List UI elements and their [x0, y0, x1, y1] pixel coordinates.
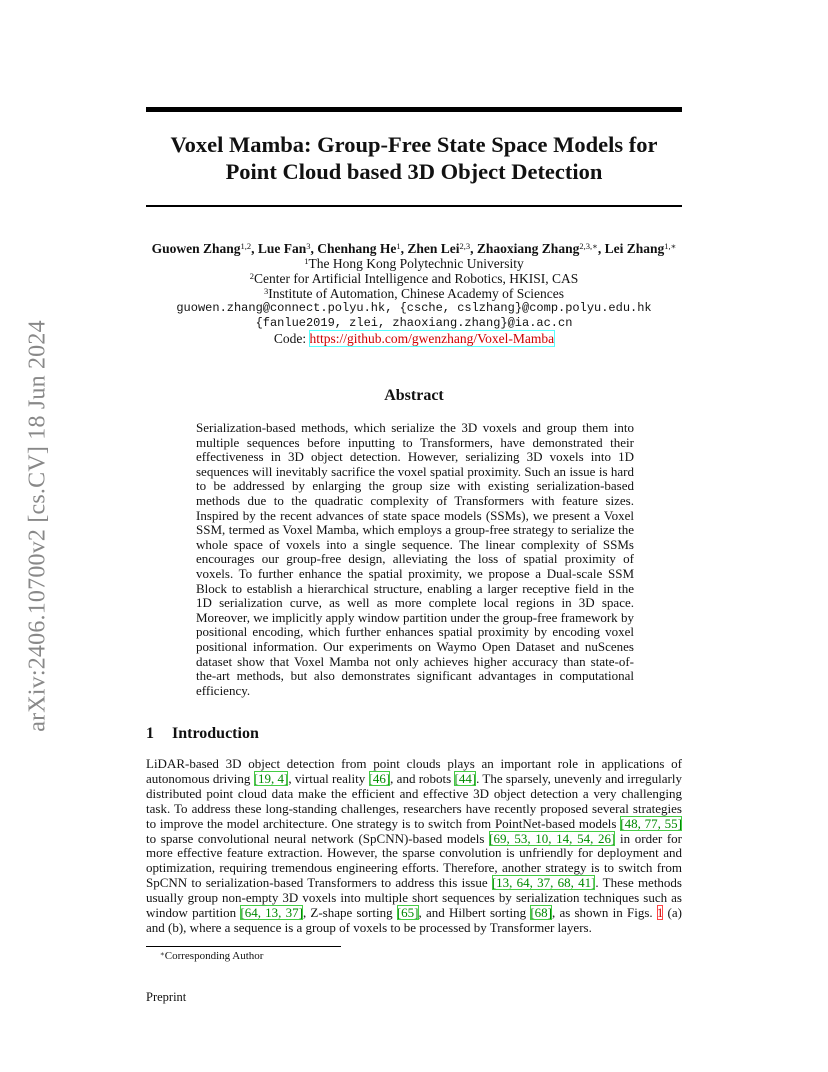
citation-link[interactable]: [68]: [530, 905, 552, 921]
author-affiliation-marker: 1,∗: [664, 241, 677, 251]
arxiv-identifier[interactable]: arXiv:2406.10700v2 [cs.CV] 18 Jun 2024: [24, 320, 51, 732]
citation-link[interactable]: [65]: [396, 905, 419, 921]
affiliation: [100, 256, 728, 271]
author-affiliation-marker: 3: [306, 241, 311, 251]
author-affiliation-marker: 2,3,∗: [579, 241, 598, 251]
citation-link[interactable]: [46]: [368, 770, 391, 786]
citation-link[interactable]: [19, 4]: [253, 770, 289, 786]
text-run: , and Hilbert sorting: [418, 905, 531, 921]
author-affiliation-marker: 2,3: [459, 241, 471, 251]
citation-link[interactable]: [13, 64, 37, 68, 41]: [491, 875, 596, 891]
text-run: , Z-shape sorting: [302, 905, 397, 921]
text-run: in order for more effective feature extraction. However, the sparse convolution is unfriendly for deployment and optimization, requiring tremendous engineering efforts. Therefore, another strategy is to switch from SpCNN to serialization-based Transformers to address this issue: [146, 830, 683, 891]
abstract-paragraph: Serialization-based methods, which serialize the 3D voxels and group them into multiple sequences before inputting to Transformers, have demonstrated their effectiveness in 3D object detection. However, serializing 3D voxels into 1D sequences will inevitably sacrifice the voxel spatial proximity. Such an issue is hard to be addressed by enlarging the group size with existing serialization-based methods due to the quadratic complexity of Transformers with feature sizes. Inspired by the recent advances of state space models (SSMs), we present a Voxel SSM, termed as Voxel Mamba, which employs a group-free strategy to serialize the whole space of voxels into a single sequence. The linear complexity of SSMs encourages our group-free design, alleviating the loss of spatial proximity of voxels. To further enhance the spatial proximity, we propose a Dual-scale SSM Block to establish a hierarchical structure, enabling a larger receptive field in the 1D serialization curve, as well as more complete local regions in 3D space. Moreover, we implicitly apply window partition under the group-free framework by positional encoding, which further enhances spatial proximity by encoding voxel positional information. Our experiments on Waymo Open Dataset and nuScenes dataset show that Voxel Mamba not only achieves higher accuracy than state-of-the-art methods, but also demonstrates significant advantages in computational efficiency.: [196, 420, 634, 698]
author-name: Guowen Zhang: [151, 241, 241, 256]
citation-link[interactable]: [69, 53, 10, 14, 54, 26]: [489, 830, 616, 846]
affiliation-text: Center for Artificial Intelligence and Robotics, HKISI, CAS: [253, 271, 579, 286]
code-link[interactable]: https://github.com/gwenzhang/Voxel-Mamba: [309, 331, 555, 346]
footnote: [160, 950, 263, 962]
text-run: . The sparsely, unevenly and irregularly distributed point cloud data make the efficient and effective 3D object detection a very challenging task. To address these long-standing challenges, researchers have recently proposed several strategies to improve the model architecture. One strategy is to switch from PointNet-based models: [146, 770, 682, 831]
abstract-heading: Abstract: [384, 387, 444, 404]
affiliation-marker: 1: [304, 256, 309, 266]
title-top-rule: [146, 107, 682, 112]
author-block: [100, 241, 728, 346]
text-run: to sparse convolutional neural network (SpCNN)-based models: [146, 830, 490, 846]
footnote-marker: ∗: [160, 950, 165, 958]
abstract-text: [196, 421, 634, 698]
author-name: Lue Fan: [257, 241, 307, 256]
introduction-text: [146, 757, 682, 936]
text-run: , and robots: [390, 770, 455, 786]
author-affiliation-marker: 1,2: [240, 241, 252, 251]
text-run: , as shown in Figs.: [551, 905, 657, 921]
title-bottom-rule: [146, 205, 682, 207]
citation-link[interactable]: [64, 13, 37]: [240, 905, 303, 921]
author-list: Guowen Zhang$^{1,2}$, Lue Fan$^3$, Chenhang He$^1$, Zhen Lei$^{2,3}$, Zhaoxiang Zhang$^{2,3,∗}$, Lei Zhang$^{1,∗}$: [151, 241, 677, 256]
code-line: [100, 331, 728, 346]
text-run: LiDAR-based 3D object detection from point clouds plays an important role in applications of autonomous driving: [146, 756, 682, 786]
figure-reference-link[interactable]: 1: [656, 905, 664, 921]
author-affiliation-marker: 1: [396, 241, 401, 251]
author-name: Zhaoxiang Zhang: [476, 241, 580, 256]
section-number: 1: [146, 725, 154, 742]
text-run: . These methods usually group non-empty 3D voxels into multiple short sequences by serialization techniques such as window partition: [146, 875, 682, 921]
footnote-rule: [146, 946, 341, 947]
author-name: Zhen Lei: [407, 241, 460, 256]
text-run: (a) and (b), where a sequence is a group of voxels to be processed by Transformer layers.: [146, 905, 682, 935]
affiliation: [100, 286, 728, 301]
affiliation-marker: 3: [263, 286, 269, 296]
citation-link[interactable]: [48, 77, 55]: [620, 815, 682, 831]
paper-title: Voxel Mamba: Group-Free State Space Models for Point Cloud based 3D Object Detection: [170, 132, 658, 184]
author-name: Chenhang He: [317, 241, 397, 256]
email-line-2: {fanlue2019, zlei, zhaoxiang.zhang}@ia.ac.cn: [255, 316, 573, 330]
affiliation-list: [100, 256, 728, 301]
section-title: Introduction: [172, 725, 259, 742]
affiliation: [100, 271, 728, 286]
affiliation-text: The Hong Kong Polytechnic University: [308, 256, 524, 271]
affiliation-marker: 2: [249, 271, 254, 281]
introduction-paragraph: [146, 757, 682, 936]
citation-link[interactable]: [44]: [454, 770, 477, 786]
footnote-text: Corresponding Author: [164, 950, 264, 962]
email-line-1: guowen.zhang@connect.polyu.hk, {csche, cslzhang}@comp.polyu.edu.hk: [176, 301, 652, 315]
text-run: , virtual reality: [288, 770, 369, 786]
author-name: Lei Zhang: [604, 241, 665, 256]
section-heading-introduction: [146, 725, 259, 743]
affiliation-text: Institute of Automation, Chinese Academy of Sciences: [268, 286, 565, 301]
footer-label: Preprint: [146, 990, 187, 1004]
code-label: Code:: [273, 331, 307, 346]
